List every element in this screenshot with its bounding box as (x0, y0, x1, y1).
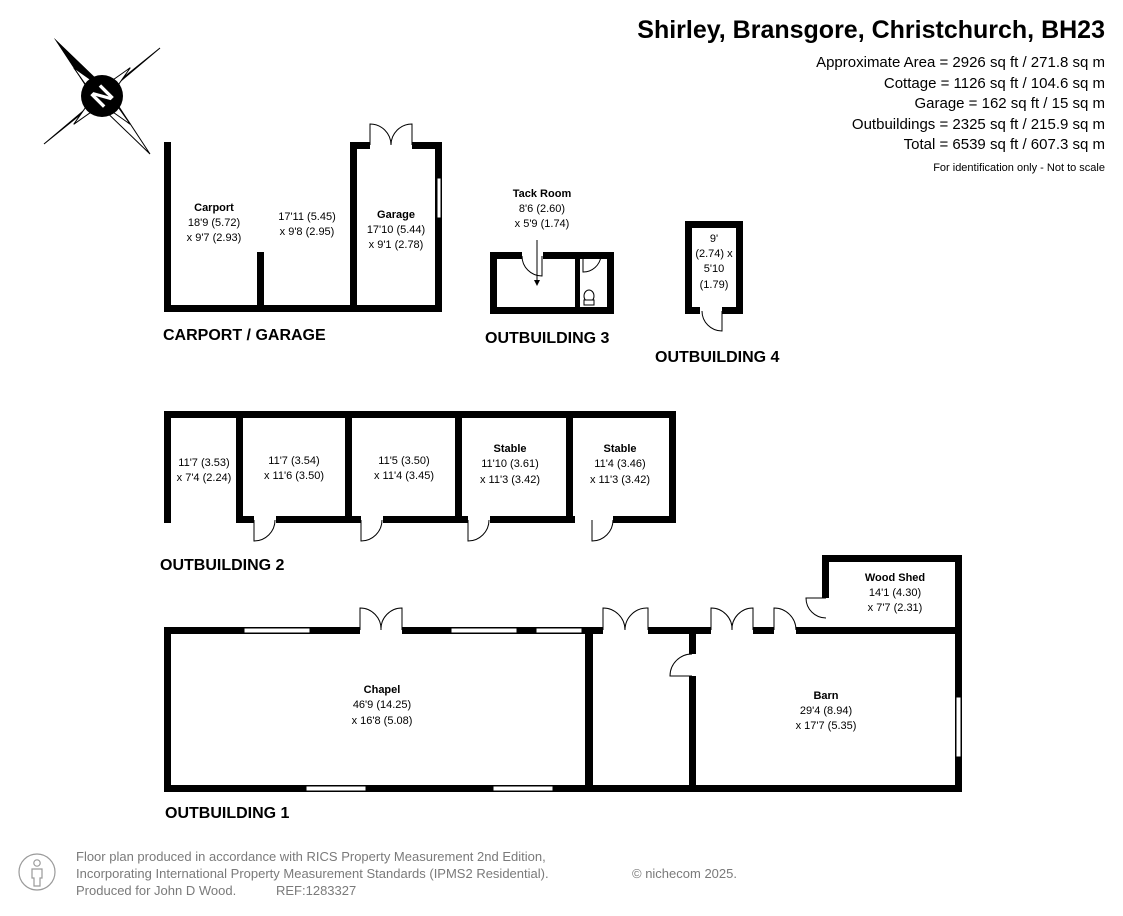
ob2-room2-dim-1: 11'7 (3.54) (268, 455, 320, 467)
outbuilding2-label: OUTBUILDING 2 (160, 557, 285, 574)
stable2-dim-1: 11'4 (3.46) (594, 458, 646, 470)
wood-shed-dim-1: 14'1 (4.30) (868, 587, 922, 599)
carport-dim-2: x 9'7 (2.93) (186, 232, 242, 244)
footer-line-3: Produced for John D Wood. (76, 883, 237, 898)
person-info-icon (19, 854, 55, 890)
wood-shed-title: Wood Shed (864, 572, 926, 584)
ob2-room3-dim-2: x 11'4 (3.45) (374, 470, 434, 482)
carport2-dim-1: 17'11 (5.45) (278, 211, 336, 223)
footer-ref: REF:1283327 (276, 883, 357, 898)
ob2-room3-dim-1: 11'5 (3.50) (378, 455, 430, 467)
chapel-dim-2: x 16'8 (5.08) (351, 715, 413, 727)
ob2-room1-dim-2: x 7'4 (2.24) (176, 472, 232, 484)
carport2-dim-2: x 9'8 (2.95) (279, 226, 335, 238)
ob4-dim-1: 9' (709, 233, 719, 245)
garage-title: Garage (377, 209, 415, 221)
outbuilding1-plan (164, 555, 962, 792)
stable1-title: Stable (493, 443, 527, 455)
footer-copyright: © nichecom 2025. (632, 866, 737, 881)
stable2-title: Stable (603, 443, 637, 455)
area-total: Total = 6539 sq ft / 607.3 sq m (903, 136, 1105, 153)
ob2-room2-dim-2: x 11'6 (3.50) (264, 470, 324, 482)
garage-dim-2: x 9'1 (2.78) (368, 239, 424, 251)
carport-dim-1: 18'9 (5.72) (187, 217, 241, 229)
area-cottage: Cottage = 1126 sq ft / 104.6 sq m (883, 75, 1105, 92)
ob4-dim-4: (1.79) (699, 279, 729, 291)
stable1-dim-2: x 11'3 (3.42) (480, 474, 540, 486)
garage-dim-1: 17'10 (5.44) (366, 224, 426, 236)
footer-line-1: Floor plan produced in accordance with RICS Property Measurement 2nd Edition, (76, 849, 546, 864)
outbuilding3-plan (490, 240, 614, 314)
area-outbuildings: Outbuildings = 2325 sq ft / 215.9 sq m (851, 116, 1105, 133)
tack-room-dim-2: x 5'9 (1.74) (514, 218, 570, 230)
outbuilding3-label: OUTBUILDING 3 (485, 330, 610, 347)
chapel-dim-1: 46'9 (14.25) (352, 699, 412, 711)
scale-note: For identification only - Not to scale (933, 162, 1105, 174)
stable1-dim-1: 11'10 (3.61) (481, 458, 539, 470)
tack-room-dim-1: 8'6 (2.60) (518, 203, 566, 215)
wood-shed-dim-2: x 7'7 (2.31) (867, 602, 923, 614)
ob4-dim-2: (2.74) x (695, 248, 733, 260)
compass-rose-icon (44, 38, 160, 154)
tack-room-title: Tack Room (512, 188, 572, 200)
property-title: Shirley, Bransgore, Christchurch, BH23 (637, 16, 1105, 44)
carport-title: Carport (194, 202, 234, 214)
chapel-title: Chapel (363, 684, 401, 696)
area-garage: Garage = 162 sq ft / 15 sq m (914, 95, 1105, 112)
barn-title: Barn (813, 690, 839, 702)
ob2-room1-dim-1: 11'7 (3.53) (178, 457, 230, 469)
area-approx: Approximate Area = 2926 sq ft / 271.8 sq m (816, 54, 1105, 71)
compass-letter: N (84, 78, 120, 114)
carport-garage-label: CARPORT / GARAGE (163, 327, 326, 344)
outbuilding4-label: OUTBUILDING 4 (655, 349, 780, 366)
footer-line-2: Incorporating International Property Measurement Standards (IPMS2 Residential). (76, 866, 549, 881)
barn-dim-2: x 17'7 (5.35) (795, 720, 857, 732)
outbuilding1-label: OUTBUILDING 1 (165, 805, 290, 822)
stable2-dim-2: x 11'3 (3.42) (590, 474, 650, 486)
ob4-dim-3: 5'10 (703, 263, 725, 275)
barn-dim-1: 29'4 (8.94) (799, 705, 853, 717)
